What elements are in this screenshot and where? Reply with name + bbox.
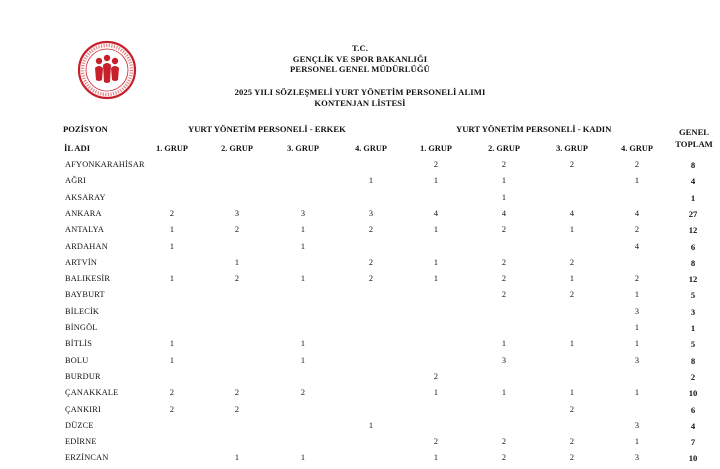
quota-cell: 3 bbox=[634, 420, 640, 430]
table-row bbox=[0, 225, 720, 241]
quota-cell: 2 bbox=[569, 453, 575, 463]
quota-cell: 1 bbox=[300, 453, 306, 463]
total-cell: 2 bbox=[690, 371, 696, 382]
header-tc: T.C. bbox=[352, 43, 368, 53]
quota-cell: 1 bbox=[169, 274, 175, 284]
total-cell: 1 bbox=[690, 192, 696, 203]
quota-cell: 1 bbox=[368, 420, 374, 430]
pozisyon-label: POZİSYON bbox=[63, 124, 108, 134]
total-cell: 3 bbox=[690, 306, 696, 317]
quota-cell: 2 bbox=[234, 388, 240, 398]
quota-cell: 4 bbox=[569, 208, 575, 218]
quota-cell: 2 bbox=[433, 371, 439, 381]
quota-cell: 1 bbox=[634, 437, 640, 447]
group-header: 3. GRUP bbox=[287, 144, 319, 153]
table-row bbox=[0, 176, 720, 192]
total-cell: 4 bbox=[690, 420, 696, 431]
quota-cell: 2 bbox=[501, 274, 507, 284]
quota-cell: 2 bbox=[368, 225, 374, 235]
quota-cell: 1 bbox=[234, 453, 240, 463]
table-row bbox=[0, 388, 720, 404]
quota-cell: 1 bbox=[634, 323, 640, 332]
quota-cell: 1 bbox=[234, 257, 240, 267]
quota-cell: 2 bbox=[501, 437, 507, 447]
total-cell: 7 bbox=[690, 437, 696, 448]
quota-cell: 1 bbox=[569, 339, 575, 349]
quota-cell: 3 bbox=[300, 208, 306, 218]
total-cell: 6 bbox=[690, 241, 696, 252]
table-row bbox=[0, 193, 720, 209]
province-name: BALIKESİR bbox=[65, 274, 111, 284]
quota-cell: 1 bbox=[433, 388, 439, 398]
quota-cell: 1 bbox=[169, 225, 175, 235]
quota-cell: 2 bbox=[501, 290, 507, 300]
quota-cell: 1 bbox=[300, 339, 306, 349]
quota-cell: 2 bbox=[634, 160, 640, 169]
province-name: BİLECİK bbox=[65, 306, 100, 316]
table-row bbox=[0, 356, 720, 372]
table-row bbox=[0, 437, 720, 453]
quota-cell: 1 bbox=[569, 225, 575, 235]
quota-cell: 3 bbox=[634, 355, 640, 365]
province-name: ARTVİN bbox=[65, 257, 98, 267]
quota-cell: 2 bbox=[234, 274, 240, 284]
province-name: ANTALYA bbox=[65, 225, 105, 235]
table-row bbox=[0, 339, 720, 355]
quota-cell: 3 bbox=[234, 208, 240, 218]
province-name: EDİRNE bbox=[65, 437, 97, 447]
toplam-label: TOPLAM bbox=[675, 139, 713, 149]
quota-cell: 4 bbox=[433, 208, 439, 218]
quota-cell: 2 bbox=[634, 274, 640, 284]
quota-cell: 1 bbox=[501, 176, 507, 186]
genel-label: GENEL bbox=[678, 127, 710, 137]
quota-cell: 2 bbox=[501, 225, 507, 235]
quota-cell: 2 bbox=[234, 225, 240, 235]
quota-cell: 2 bbox=[569, 404, 575, 414]
header-ministry: GENÇLİK VE SPOR BAKANLIĞI bbox=[292, 54, 428, 64]
quota-cell: 1 bbox=[169, 355, 175, 365]
quota-cell: 1 bbox=[433, 453, 439, 463]
total-cell: 8 bbox=[690, 257, 696, 268]
quota-cell: 2 bbox=[368, 257, 374, 267]
province-name: ARDAHAN bbox=[65, 241, 108, 251]
quota-cell: 4 bbox=[634, 241, 640, 251]
table-row bbox=[0, 258, 720, 274]
quota-cell: 2 bbox=[569, 437, 575, 447]
quota-cell: 2 bbox=[433, 160, 439, 169]
total-cell: 8 bbox=[690, 355, 696, 366]
quota-cell: 1 bbox=[169, 241, 175, 251]
quota-cell: 1 bbox=[433, 274, 439, 284]
group-header: 4. GRUP bbox=[355, 144, 387, 153]
quota-cell: 2 bbox=[501, 160, 507, 169]
quota-cell: 1 bbox=[300, 274, 306, 284]
province-name: BAYBURT bbox=[65, 290, 105, 300]
province-name: DÜZCE bbox=[65, 420, 94, 430]
document-subtitle: KONTENJAN LİSTESİ bbox=[314, 98, 406, 108]
province-name: AĞRI bbox=[65, 176, 87, 186]
province-name: ANKARA bbox=[65, 208, 102, 218]
quota-cell: 1 bbox=[634, 339, 640, 349]
total-cell: 5 bbox=[690, 339, 696, 350]
quota-cell: 1 bbox=[169, 339, 175, 349]
erkek-group-header: YURT YÖNETİM PERSONELİ - ERKEK bbox=[188, 124, 346, 134]
table-row bbox=[0, 453, 720, 469]
quota-cell: 2 bbox=[169, 388, 175, 398]
il-adi-label: İL ADI bbox=[64, 143, 91, 153]
quota-cell: 2 bbox=[501, 257, 507, 267]
group-header: 1. GRUP bbox=[420, 144, 452, 153]
quota-cell: 1 bbox=[433, 257, 439, 267]
quota-cell: 2 bbox=[569, 257, 575, 267]
quota-cell: 3 bbox=[501, 355, 507, 365]
total-cell: 27 bbox=[688, 208, 698, 219]
province-name: BOLU bbox=[65, 355, 89, 365]
total-cell: 10 bbox=[688, 388, 698, 399]
total-cell: 5 bbox=[690, 290, 696, 301]
quota-cell: 1 bbox=[501, 192, 507, 202]
quota-cell: 3 bbox=[368, 208, 374, 218]
quota-cell: 2 bbox=[234, 404, 240, 414]
total-cell: 10 bbox=[688, 453, 698, 464]
table-row bbox=[0, 209, 720, 225]
quota-cell: 2 bbox=[368, 274, 374, 284]
table-row bbox=[0, 307, 720, 323]
quota-cell: 1 bbox=[634, 176, 640, 186]
table-row bbox=[0, 290, 720, 306]
total-cell: 12 bbox=[688, 225, 698, 236]
quota-cell: 4 bbox=[634, 208, 640, 218]
quota-cell: 2 bbox=[569, 160, 575, 169]
quota-cell: 1 bbox=[300, 241, 306, 251]
province-name: ÇANAKKALE bbox=[65, 388, 119, 398]
quota-cell: 2 bbox=[433, 437, 439, 447]
quota-cell: 1 bbox=[433, 176, 439, 186]
quota-cell: 2 bbox=[634, 225, 640, 235]
total-cell: 4 bbox=[690, 176, 696, 187]
province-name: AFYONKARAHİSAR bbox=[65, 160, 145, 169]
group-header: 2. GRUP bbox=[221, 144, 253, 153]
quota-cell: 1 bbox=[501, 388, 507, 398]
quota-cell: 3 bbox=[634, 453, 640, 463]
quota-cell: 1 bbox=[634, 388, 640, 398]
province-name: BİTLİS bbox=[65, 339, 93, 349]
kadin-group-header: YURT YÖNETİM PERSONELİ - KADIN bbox=[456, 124, 612, 134]
quota-cell: 1 bbox=[300, 225, 306, 235]
total-cell: 8 bbox=[690, 160, 696, 170]
group-header: 3. GRUP bbox=[556, 144, 588, 153]
table-row bbox=[0, 274, 720, 290]
table-row bbox=[0, 372, 720, 388]
quota-cell: 2 bbox=[169, 404, 175, 414]
group-header: 4. GRUP bbox=[621, 144, 653, 153]
table-row bbox=[0, 405, 720, 421]
quota-cell: 1 bbox=[569, 388, 575, 398]
quota-cell: 1 bbox=[634, 290, 640, 300]
quota-cell: 2 bbox=[501, 453, 507, 463]
quota-cell: 1 bbox=[433, 225, 439, 235]
total-cell: 12 bbox=[688, 274, 698, 285]
quota-cell: 2 bbox=[169, 208, 175, 218]
total-cell: 6 bbox=[690, 404, 696, 415]
quota-cell: 4 bbox=[501, 208, 507, 218]
document-title: 2025 YILI SÖZLEŞMELİ YURT YÖNETİM PERSONELİ ALIMI bbox=[234, 87, 486, 97]
quota-cell: 2 bbox=[300, 388, 306, 398]
quota-cell: 1 bbox=[501, 339, 507, 349]
province-name: ERZİNCAN bbox=[65, 453, 109, 463]
group-header: 2. GRUP bbox=[488, 144, 520, 153]
province-name: AKSARAY bbox=[65, 192, 106, 202]
quota-cell: 1 bbox=[368, 176, 374, 186]
province-name: BİNGÖL bbox=[65, 323, 98, 332]
quota-cell: 3 bbox=[634, 306, 640, 316]
quota-cell: 2 bbox=[569, 290, 575, 300]
table-row bbox=[0, 160, 720, 176]
quota-cell: 1 bbox=[569, 274, 575, 284]
quota-cell: 1 bbox=[300, 355, 306, 365]
total-cell: 1 bbox=[690, 323, 696, 333]
group-header: 1. GRUP bbox=[156, 144, 188, 153]
table-row bbox=[0, 421, 720, 437]
table-row bbox=[0, 242, 720, 258]
province-name: ÇANKIRI bbox=[65, 404, 101, 414]
province-name: BURDUR bbox=[65, 371, 101, 381]
header-directorate: PERSONEL GENEL MÜDÜRLÜĞÜ bbox=[290, 64, 430, 74]
table-row bbox=[0, 323, 720, 339]
